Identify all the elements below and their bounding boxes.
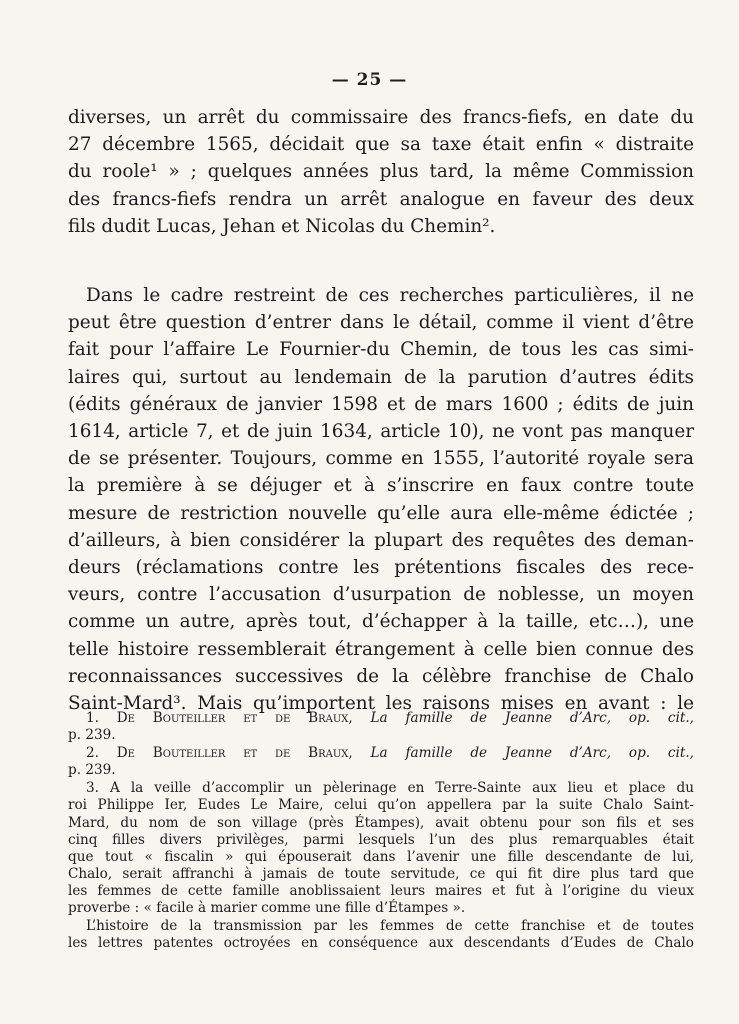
- footnote-line: 3. A la veille d’accomplir un pèlerinage en Terre-Sainte aux lieu et place du: [86, 780, 694, 797]
- footnote-line: cinq filles divers privilèges, parmi lesquels l’un des plus remarquables était: [68, 831, 694, 848]
- footnote-line: que tout « fiscalin » qui épouserait dans l’avenir une fille descendante de lui,: [68, 848, 694, 865]
- text-line: laires qui, surtout au lendemain de la parution d’autres édits: [68, 366, 694, 388]
- text-line: telle histoire ressemblerait étrangement à celle bien connue des: [68, 638, 694, 660]
- footnote-1: [68, 710, 694, 744]
- text-line: deurs (réclamations contre les prétentions fiscales des rece-: [68, 557, 694, 579]
- text-line: Dans le cadre restreint de ces recherches particulières, il ne: [86, 285, 694, 306]
- footnote-page: p. 239.: [68, 727, 116, 744]
- footnote-line: Mard, du nom de son village (près Étampes), avait obtenu pour son fils et ses: [68, 814, 694, 831]
- footnote-line: L’histoire de la transmission par les femmes de cette franchise et de toutes: [86, 918, 694, 935]
- footnote-line: les femmes de cette famille anoblissaient leurs maires et fut à l’origine du vieux: [68, 882, 694, 899]
- text-line: veurs, contre l’accusation d’usurpation de noblesse, un moyen: [68, 584, 694, 606]
- text-line: fils dudit Lucas, Jehan et Nicolas du Chemin².: [68, 215, 496, 237]
- text-line: comme un autre, après tout, d’échapper à la taille, etc…), une: [68, 611, 694, 633]
- footnote-line: les lettres patentes octroyées en conséquence aux descendants d’Eudes de Chalo: [68, 935, 694, 952]
- footnote-line: [68, 745, 694, 762]
- paragraph-1: [68, 104, 694, 240]
- footnote-number: 1.: [86, 710, 99, 726]
- text-line: fait pour l’affaire Le Fournier-du Chemin, de tous les cas simi-: [68, 339, 694, 361]
- text-line: diverses, un arrêt du commissaire des francs-fiefs, en date du: [68, 107, 694, 128]
- text-line: des francs-fiefs rendra un arrêt analogue en faveur des deux: [68, 188, 694, 210]
- text-line: d’ailleurs, à bien considérer la plupart des requêtes des deman-: [68, 529, 694, 551]
- footnote-authors: De Bouteiller et de Braux,: [116, 745, 353, 762]
- text-line: reconnaissances successives de la célèbre franchise de Chalo: [68, 665, 694, 687]
- footnote-number: 2.: [86, 745, 99, 762]
- footnote-authors: De Bouteiller et de Braux,: [116, 710, 353, 726]
- footnote-2: [68, 745, 694, 779]
- paragraph-2: [68, 282, 694, 717]
- footnote-line: [68, 710, 694, 727]
- footnote-line: proverbe : « facile à marier comme une fille d’Étampes ».: [68, 900, 466, 917]
- footnote-title: La famille de Jeanne d’Arc, op. cit.,: [370, 745, 694, 762]
- text-line: 1614, article 7, et de juin 1634, article 10), ne vont pas manquer: [68, 421, 694, 443]
- text-line: peut être question d’entrer dans le détail, comme il vient d’être: [68, 312, 694, 334]
- footnote-page: p. 239.: [68, 762, 116, 779]
- text-line: Saint-Mard³. Mais qu’importent les raisons mises en avant : le: [68, 693, 694, 715]
- footnote-line: roi Philippe Ier, Eudes Le Maire, celui qu’on appellera par la suite Chalo Saint-: [68, 797, 694, 814]
- footnote-3-continued: [68, 918, 694, 952]
- text-line: la première à se déjuger et à s’inscrire en faux contre toute: [68, 475, 694, 497]
- text-line: du roole¹ » ; quelques années plus tard, la même Commission: [68, 161, 694, 183]
- footnote-3: [68, 780, 694, 917]
- text-line: (édits généraux de janvier 1598 et de mars 1600 ; édits de juin: [68, 393, 694, 415]
- footnotes: [68, 710, 694, 953]
- page-number: — 25 —: [331, 70, 408, 90]
- footnote-line: Chalo, serait affranchi à jamais de toute servitude, ce qui fit dire plus tard que: [68, 865, 694, 882]
- text-line: de se présenter. Toujours, comme en 1555, l’autorité royale sera: [68, 448, 694, 470]
- text-line: mesure de restriction nouvelle qu’elle aura elle-même édictée ;: [68, 502, 694, 524]
- text-line: 27 décembre 1565, décidait que sa taxe était enfin « distraite: [68, 134, 694, 156]
- footnote-title: La famille de Jeanne d’Arc, op. cit.,: [370, 710, 694, 726]
